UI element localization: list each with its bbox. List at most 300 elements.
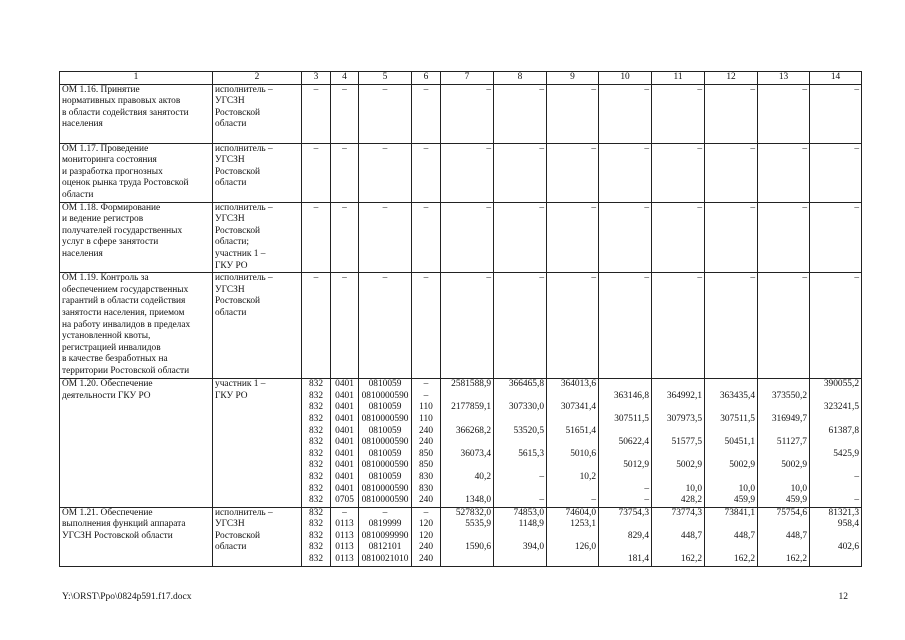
value-line: 0810059 <box>368 471 402 482</box>
value-line: 10,0 <box>738 483 755 494</box>
value-line <box>601 472 649 484</box>
value-line: 240 <box>418 437 434 448</box>
value-line: 0401 <box>335 390 354 401</box>
value-line: – <box>697 273 702 284</box>
value-line: – <box>644 483 649 494</box>
value-line: 120 <box>418 530 434 541</box>
measure-name-line: оценок рынка труда Ростовской <box>62 178 189 189</box>
value-line: 832 <box>308 554 324 565</box>
value-line: 307330,0 <box>508 402 544 413</box>
value-line: 527832,0 <box>455 507 491 518</box>
value-line: – <box>423 507 429 518</box>
executor-line: УГСЗН <box>215 96 245 107</box>
value-cell <box>412 202 441 273</box>
value-line: – <box>342 202 347 213</box>
value-line: 5535,9 <box>465 519 491 530</box>
measure-name-line: установленной квоты, <box>62 331 151 342</box>
value-line: 316949,7 <box>771 413 807 424</box>
value-line: 0810000590 <box>361 460 409 471</box>
measure-name-line: области <box>62 189 94 200</box>
value-line: 307341,4 <box>560 402 596 413</box>
value-line: 0810059 <box>368 425 402 436</box>
value-line: 832 <box>308 483 324 494</box>
value-line <box>707 542 755 554</box>
value-line: 0113 <box>335 530 354 541</box>
value-line: – <box>644 84 649 95</box>
executor-line: ГКУ РО <box>215 390 248 401</box>
value-line: 0810000590 <box>361 495 409 506</box>
executor-line: Ростовской <box>215 296 261 307</box>
value-line: 832 <box>308 448 324 459</box>
measure-name-line: и ведение регистров <box>62 214 144 225</box>
value-line: – <box>313 202 319 213</box>
header-cell: 5 <box>359 72 412 85</box>
value-line: – <box>854 84 859 95</box>
value-line: 832 <box>308 460 324 471</box>
value-line: 50451,1 <box>724 437 755 448</box>
value-line <box>496 460 544 472</box>
value-line: 2581588,9 <box>451 379 491 390</box>
value-cell <box>758 273 810 379</box>
value-line <box>443 554 491 566</box>
value-line <box>812 391 859 403</box>
value-line: – <box>486 143 491 154</box>
value-line: 830 <box>418 471 434 482</box>
value-line: 0401 <box>335 483 354 494</box>
value-line: – <box>342 273 347 284</box>
value-line: 0810000590 <box>361 390 409 401</box>
value-line: – <box>342 507 347 518</box>
value-line <box>496 554 544 566</box>
footer-page-number: 12 <box>838 592 848 602</box>
executor-cell <box>213 273 302 379</box>
value-cell <box>758 143 810 202</box>
value-line <box>496 531 544 543</box>
value-line <box>654 472 702 484</box>
value-line: 0810059 <box>368 402 402 413</box>
executor-line: исполнитель – <box>215 273 273 284</box>
value-cell <box>412 507 441 566</box>
value-cell <box>441 202 494 273</box>
value-line: – <box>423 379 429 390</box>
measure-name-line: выполнения функций аппарата <box>62 519 186 530</box>
executor-line: исполнитель – <box>215 202 273 213</box>
value-cell <box>705 202 758 273</box>
value-line <box>707 379 755 391</box>
value-cell <box>441 143 494 202</box>
header-cell: 8 <box>494 72 547 85</box>
executor-line: Ростовской <box>215 166 261 177</box>
value-cell <box>331 273 359 379</box>
value-cell <box>359 84 412 143</box>
value-cell <box>810 202 862 273</box>
measure-name-cell <box>60 379 213 508</box>
value-cell <box>331 143 359 202</box>
value-cell <box>331 379 359 508</box>
value-line: 832 <box>308 437 324 448</box>
value-cell <box>599 507 652 566</box>
value-cell <box>359 379 412 508</box>
executor-line: ГКУ РО <box>215 260 248 271</box>
value-cell <box>758 202 810 273</box>
value-cell <box>331 84 359 143</box>
value-line: 0401 <box>335 425 354 436</box>
value-line: 390055,2 <box>823 379 859 390</box>
value-line: 0812101 <box>368 542 402 553</box>
value-line: 832 <box>308 519 324 530</box>
value-line: 0401 <box>335 437 354 448</box>
value-line: 448,7 <box>785 530 807 541</box>
table-row <box>60 143 862 202</box>
value-cell <box>494 379 547 508</box>
header-cell: 1 <box>60 72 213 85</box>
value-line: – <box>486 84 491 95</box>
value-line <box>812 437 859 449</box>
value-cell <box>652 84 705 143</box>
measure-name-line: в качестве безработных на <box>62 354 168 365</box>
value-line: 240 <box>418 495 434 506</box>
value-line <box>760 519 807 531</box>
value-line: – <box>486 273 491 284</box>
value-cell <box>652 379 705 508</box>
value-line: – <box>423 390 429 401</box>
value-cell <box>331 507 359 566</box>
executor-line: Ростовской <box>215 225 261 236</box>
value-line: 61387,8 <box>828 425 859 436</box>
measure-name-line: ОМ 1.16. Принятие <box>62 84 140 95</box>
value-line: 958,4 <box>837 519 859 530</box>
value-line: – <box>644 273 649 284</box>
value-line: 5012,9 <box>623 460 649 471</box>
value-line: 0810000590 <box>361 483 409 494</box>
value-line <box>760 379 807 391</box>
budget-table <box>59 71 862 567</box>
value-line <box>760 402 807 414</box>
value-cell <box>652 202 705 273</box>
executor-line: области <box>215 307 247 318</box>
value-cell <box>599 379 652 508</box>
value-line: 830 <box>418 483 434 494</box>
measure-name-line: и разработка прогнозных <box>62 166 163 177</box>
value-cell <box>810 84 862 143</box>
value-line: – <box>591 273 596 284</box>
value-line: 402,6 <box>837 542 859 553</box>
value-cell <box>705 84 758 143</box>
value-line: 850 <box>418 448 434 459</box>
value-line: 832 <box>308 413 324 424</box>
table-row <box>60 84 862 143</box>
value-cell <box>758 84 810 143</box>
value-cell <box>652 143 705 202</box>
value-line <box>812 484 859 496</box>
value-line: – <box>382 143 388 154</box>
value-line <box>443 391 491 403</box>
measure-name-line: получателей государственных <box>62 225 183 236</box>
executor-line: УГСЗН <box>215 155 245 166</box>
value-line: – <box>697 202 702 213</box>
value-line: – <box>591 202 596 213</box>
value-line: 459,9 <box>785 495 807 506</box>
value-line: 366268,2 <box>455 425 491 436</box>
value-line: – <box>382 273 388 284</box>
executor-line: участник 1 – <box>215 379 266 390</box>
value-line <box>760 449 807 461</box>
measure-name-line: ОМ 1.19. Контроль за <box>62 273 149 284</box>
table-body <box>60 72 862 567</box>
measure-name-line: гарантий в области содействия <box>62 296 186 307</box>
value-cell <box>705 507 758 566</box>
executor-line: области <box>215 178 247 189</box>
value-line: 0810000590 <box>361 413 409 424</box>
value-line <box>760 472 807 484</box>
value-line: 366465,8 <box>508 379 544 390</box>
value-line: – <box>313 143 319 154</box>
value-cell <box>705 379 758 508</box>
value-line: 0810000590 <box>361 437 409 448</box>
value-line: 181,4 <box>627 554 649 565</box>
value-line: 5615,3 <box>518 448 544 459</box>
value-cell <box>652 273 705 379</box>
value-line: 0810059 <box>368 448 402 459</box>
value-line <box>601 402 649 414</box>
value-line: 364992,1 <box>666 390 702 401</box>
value-cell <box>494 202 547 273</box>
value-line: 5002,9 <box>676 460 702 471</box>
value-line <box>707 402 755 414</box>
value-line <box>443 531 491 543</box>
executor-cell <box>213 202 302 273</box>
value-cell <box>302 273 331 379</box>
value-line: 1253,1 <box>570 519 596 530</box>
value-cell <box>599 143 652 202</box>
value-line: 10,0 <box>790 483 807 494</box>
header-cell: 10 <box>599 72 652 85</box>
value-cell <box>547 273 599 379</box>
value-line: – <box>854 471 859 482</box>
table-row <box>60 507 862 566</box>
value-cell <box>412 273 441 379</box>
value-line <box>707 449 755 461</box>
value-line: – <box>539 495 544 506</box>
value-line <box>812 554 859 566</box>
value-line: 0401 <box>335 379 354 390</box>
value-cell <box>441 379 494 508</box>
value-line <box>654 379 702 391</box>
executor-cell <box>213 507 302 566</box>
value-line: – <box>802 84 807 95</box>
value-line: – <box>423 143 429 154</box>
table-row <box>60 202 862 273</box>
executor-line: УГСЗН <box>215 284 245 295</box>
value-line: 36073,4 <box>460 448 491 459</box>
value-line <box>601 542 649 554</box>
measure-name-line: в области содействия занятости <box>62 107 189 118</box>
value-line: 448,7 <box>733 530 755 541</box>
value-cell <box>599 202 652 273</box>
value-line: – <box>539 273 544 284</box>
value-line: 832 <box>308 471 324 482</box>
value-line <box>654 402 702 414</box>
value-line: – <box>382 202 388 213</box>
value-line: – <box>591 495 596 506</box>
value-line: 0401 <box>335 471 354 482</box>
measure-name-line: нормативных правовых актов <box>62 96 181 107</box>
value-line: – <box>342 84 347 95</box>
value-cell <box>441 273 494 379</box>
value-line <box>654 449 702 461</box>
value-line <box>443 414 491 426</box>
executor-line: области; <box>215 237 249 248</box>
value-line: 53520,5 <box>513 425 544 436</box>
value-line: 40,2 <box>474 471 491 482</box>
value-line: – <box>644 202 649 213</box>
value-line: 0113 <box>335 554 354 565</box>
measure-name-line: УГСЗН Ростовской области <box>62 530 173 541</box>
value-cell <box>547 84 599 143</box>
value-line: 0401 <box>335 402 354 413</box>
value-line: – <box>313 273 319 284</box>
value-line <box>654 542 702 554</box>
value-cell <box>359 202 412 273</box>
value-line: 363146,8 <box>613 390 649 401</box>
executor-line: участник 1 – <box>215 248 266 259</box>
value-line: 832 <box>308 402 324 413</box>
value-line <box>812 414 859 426</box>
value-line: – <box>750 84 755 95</box>
value-line: 110 <box>419 402 433 413</box>
value-cell <box>810 507 862 566</box>
value-line <box>549 531 596 543</box>
value-line: – <box>423 273 429 284</box>
value-line: 240 <box>418 542 434 553</box>
value-line: 0810059 <box>368 379 402 390</box>
value-cell <box>758 507 810 566</box>
value-line: 162,2 <box>733 554 755 565</box>
value-line: – <box>854 143 859 154</box>
value-cell <box>652 507 705 566</box>
value-cell <box>302 143 331 202</box>
value-line <box>707 519 755 531</box>
value-line: – <box>486 202 491 213</box>
value-line: – <box>423 202 429 213</box>
value-line: – <box>591 143 596 154</box>
value-cell <box>547 379 599 508</box>
value-line: 74604,0 <box>565 507 596 518</box>
value-line: 0810099990 <box>361 530 409 541</box>
value-line: 5002,9 <box>729 460 755 471</box>
value-line: 1348,0 <box>465 495 491 506</box>
measure-name-line: территории Ростовской области <box>62 365 190 376</box>
header-cell: 9 <box>547 72 599 85</box>
measure-name-line: ОМ 1.17. Проведение <box>62 143 149 154</box>
value-line <box>549 437 596 449</box>
value-line <box>496 414 544 426</box>
value-line <box>601 379 649 391</box>
value-line: 74853,0 <box>513 507 544 518</box>
header-cell: 3 <box>302 72 331 85</box>
value-cell <box>441 84 494 143</box>
value-line: 0819999 <box>368 519 402 530</box>
value-line: 832 <box>308 379 324 390</box>
value-line <box>443 460 491 472</box>
value-line <box>496 437 544 449</box>
executor-line: Ростовской <box>215 107 261 118</box>
value-line: 126,0 <box>574 542 596 553</box>
value-line <box>812 531 859 543</box>
executor-line: Ростовской <box>215 530 261 541</box>
value-line: 307511,5 <box>614 413 649 424</box>
value-line: – <box>423 84 429 95</box>
value-line <box>654 519 702 531</box>
measure-name-cell <box>60 84 213 143</box>
measure-name-line: ОМ 1.18. Формирование <box>62 202 161 213</box>
value-line <box>812 460 859 472</box>
measure-name-line: обеспечением государственных <box>62 284 189 295</box>
value-line: 323241,5 <box>823 402 859 413</box>
table-row <box>60 379 862 508</box>
executor-line: исполнитель – <box>215 143 273 154</box>
value-line: 5002,9 <box>781 460 807 471</box>
value-line: 448,7 <box>680 530 702 541</box>
value-line: 51651,4 <box>565 425 596 436</box>
value-line: – <box>382 507 388 518</box>
value-line: – <box>697 143 702 154</box>
value-line: 0401 <box>335 413 354 424</box>
measure-name-cell <box>60 202 213 273</box>
header-cell: 4 <box>331 72 359 85</box>
value-line: 307973,5 <box>666 413 702 424</box>
value-line <box>760 426 807 438</box>
value-line <box>496 391 544 403</box>
value-line: 50622,4 <box>618 437 649 448</box>
value-line: 0810021010 <box>361 554 409 565</box>
value-cell <box>302 379 331 508</box>
value-line: 73754,3 <box>618 507 649 518</box>
value-line: – <box>644 495 649 506</box>
value-cell <box>359 143 412 202</box>
value-cell <box>494 143 547 202</box>
value-cell <box>810 379 862 508</box>
value-cell <box>494 507 547 566</box>
value-cell <box>302 202 331 273</box>
value-cell <box>705 143 758 202</box>
value-line: 0113 <box>335 542 354 553</box>
header-cell: 14 <box>810 72 862 85</box>
value-line <box>760 542 807 554</box>
executor-cell <box>213 84 302 143</box>
value-cell <box>494 84 547 143</box>
measure-name-line: ОМ 1.20. Обеспечение <box>62 379 153 390</box>
value-line: – <box>644 143 649 154</box>
measure-name-cell <box>60 507 213 566</box>
value-line <box>549 484 596 496</box>
value-cell <box>599 84 652 143</box>
value-line: – <box>539 143 544 154</box>
value-line: 75754,6 <box>776 507 807 518</box>
value-cell <box>412 143 441 202</box>
value-line <box>601 519 649 531</box>
value-cell <box>359 273 412 379</box>
value-line: 459,9 <box>733 495 755 506</box>
value-line: 240 <box>418 425 434 436</box>
value-line: 394,0 <box>522 542 544 553</box>
value-cell <box>599 273 652 379</box>
value-cell <box>705 273 758 379</box>
measure-name-cell <box>60 143 213 202</box>
value-line: 832 <box>308 530 324 541</box>
measure-name-line: услуг в сфере занятости <box>62 237 159 248</box>
header-row <box>60 72 862 85</box>
